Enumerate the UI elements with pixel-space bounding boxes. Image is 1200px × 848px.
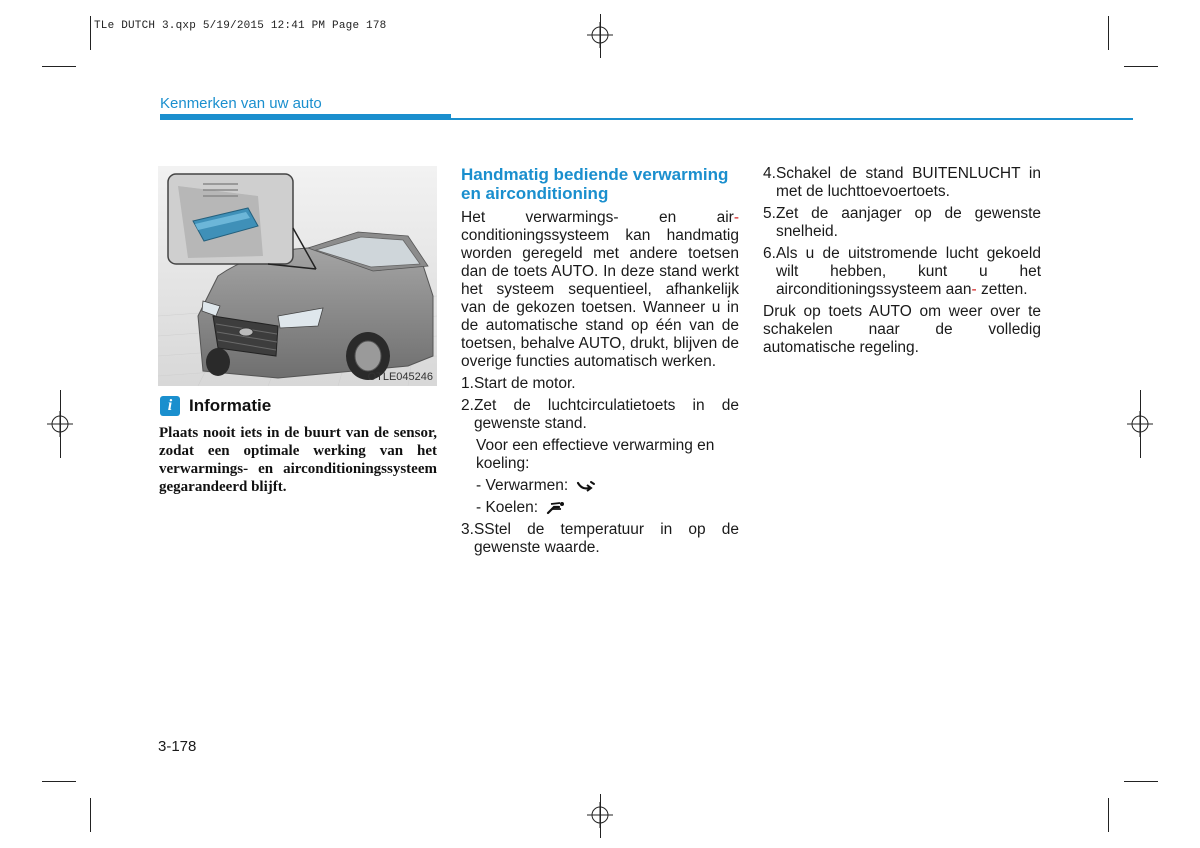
step-text: SStel de temperatuur in op de gewenste waarde.: [473, 521, 739, 556]
step-text: Schakel de stand BUITENLUCHT in met de luchttoevoertoets.: [775, 165, 1041, 200]
intro-part2: conditioningssysteem kan handmatig worden geregeld met andere toetsen dan de toets AUTO. In deze stand werkt het systeem sequentieel, afhankelijk van de gekozen toetsen. Wanneer u in de automatische stand op één van de toetsen, behalve AUTO, drukt, blijven de overige functies automatisch werken.: [461, 227, 739, 370]
header-rule-thin: [451, 118, 1133, 120]
info-title: Informatie: [189, 396, 272, 415]
crop-mark: [600, 794, 601, 838]
car-sensor-figure: [158, 166, 437, 386]
step-number: 4.: [763, 165, 776, 182]
step-6: [763, 245, 1041, 299]
step-text: Zet de luchtcirculatietoets in de gewenste stand.: [473, 397, 739, 432]
crop-mark: [600, 14, 601, 58]
step-1: [461, 375, 739, 393]
step-text: [776, 245, 1041, 299]
print-slug: TLe DUTCH 3.qxp 5/19/2015 12:41 PM Page 178: [94, 20, 387, 32]
intro-paragraph: [461, 209, 739, 371]
figure-code: OTLE045246: [367, 371, 433, 383]
step6-part2: zetten.: [981, 281, 1028, 298]
step-number: 5.: [763, 205, 776, 222]
step-4: [763, 165, 1041, 201]
info-header: [160, 396, 271, 416]
suv-illustration: [158, 166, 437, 386]
section-heading: Handmatig bediende verwarming en airconditioning: [461, 165, 729, 203]
step-text: Zet de aanjager op de gewenste snelheid.: [775, 205, 1041, 240]
step-number: 1.: [461, 375, 474, 392]
cool-mode-line: [461, 499, 739, 517]
manual-section-cont: [763, 165, 1041, 357]
step-3: [461, 521, 739, 557]
section-title: Kenmerken van uw auto: [160, 95, 322, 112]
intro-part1: Het verwarmings- en air: [461, 209, 734, 226]
hyphen: -: [733, 209, 739, 226]
step-2: [461, 397, 739, 433]
closing-paragraph: Druk op toets AUTO om weer over te schakelen naar de volledig automatische regeling.: [763, 303, 1041, 356]
cool-mode-label: - Koelen:: [476, 499, 539, 516]
page-number: 3-178: [158, 738, 197, 755]
crop-mark: [60, 390, 61, 458]
heat-mode-line: [461, 477, 739, 495]
step-number: 6.: [763, 245, 776, 262]
tip-text: Voor een effectieve verwarming en koeling:: [476, 437, 715, 472]
face-vent-icon: [546, 501, 566, 515]
step6-part1: Als u de uitstromende lucht gekoeld wilt hebben, kunt u het airconditioningssysteem aan: [775, 245, 1041, 298]
info-body: Plaats nooit iets in de buurt van de sensor, zodat een optimale werking van het verwarmings- en airconditioningssysteem gegarandeerd blijft.: [159, 425, 437, 495]
crop-mark: [1140, 390, 1141, 458]
heat-mode-label: - Verwarmen:: [476, 477, 569, 494]
floor-vent-icon: [576, 479, 596, 493]
step-text: Start de motor.: [473, 375, 576, 392]
info-icon: i: [160, 396, 180, 416]
step-number: 2.: [461, 397, 474, 414]
header-rule: [160, 114, 451, 120]
hyphen: -: [971, 281, 977, 298]
manual-section: [461, 165, 739, 557]
step-5: [763, 205, 1041, 241]
step-number: 3.: [461, 521, 474, 538]
